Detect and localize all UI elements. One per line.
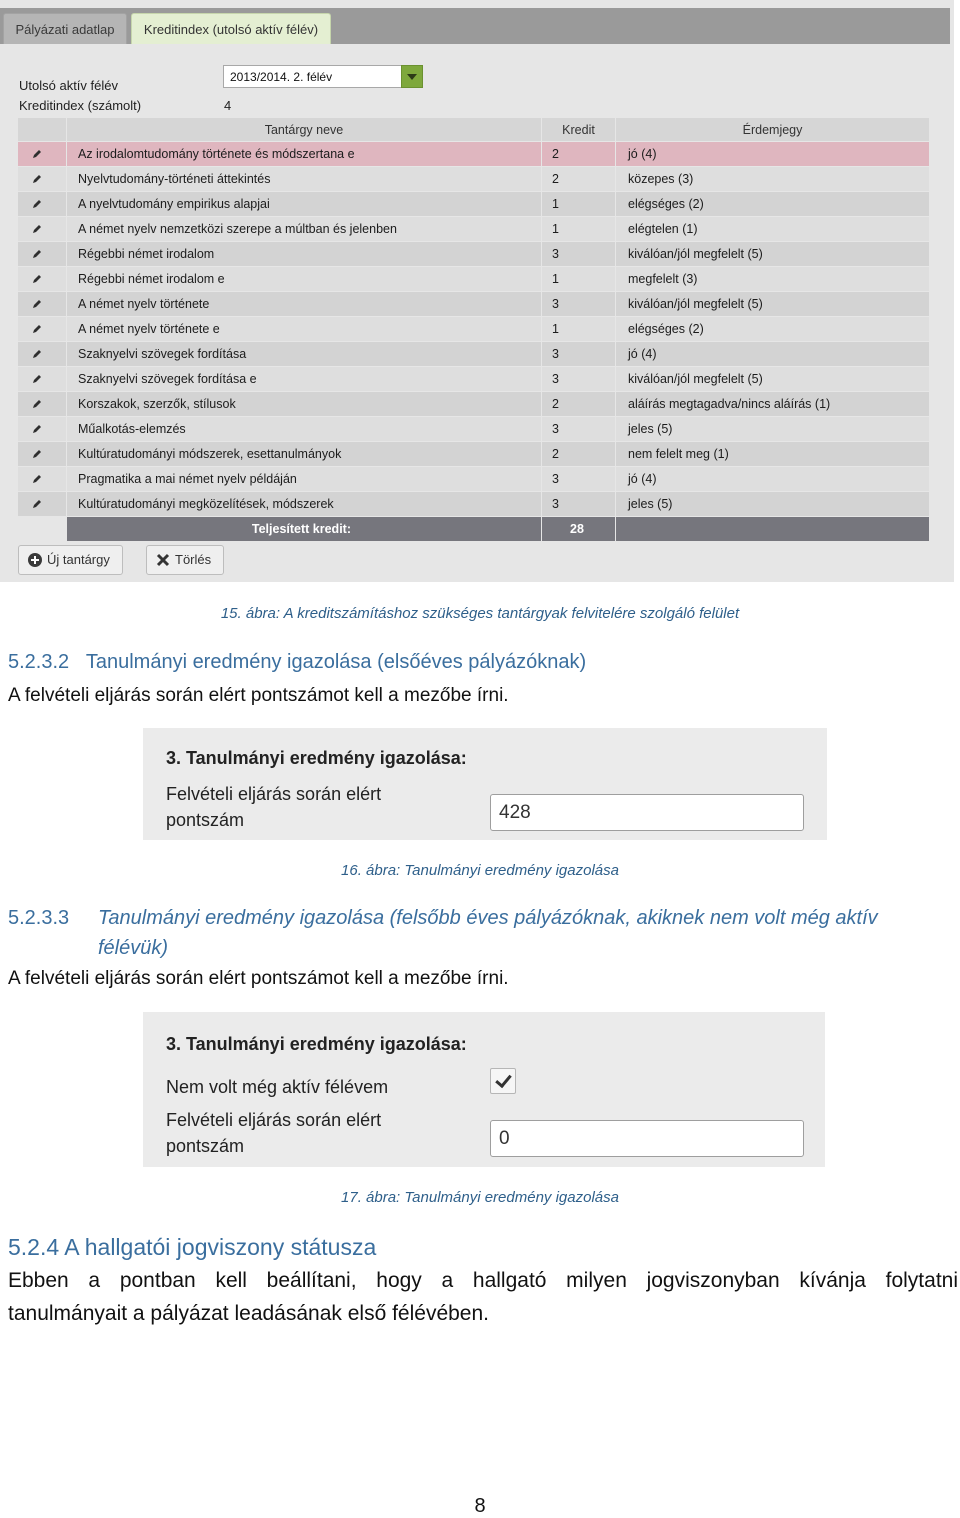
- subject-cell: A német nyelv története: [66, 292, 541, 316]
- figure-caption-15: 15. ábra: A kreditszámításhoz szükséges tantárgyak felvitelére szolgáló felület: [220, 605, 740, 622]
- edit-cell[interactable]: [18, 192, 66, 216]
- grade-cell: megfelelt (3): [615, 267, 929, 291]
- subject-cell: Az irodalomtudomány története és módszertana e: [66, 142, 541, 166]
- chevron-down-icon[interactable]: [401, 65, 423, 88]
- section-heading-5-2-4: 5.2.4 A hallgatói jogviszony státusza: [8, 1234, 377, 1260]
- subject-cell: Pragmatika a mai német nyelv példáján: [66, 467, 541, 491]
- grade-cell: jó (4): [615, 467, 929, 491]
- study-result-form-2: [143, 1012, 825, 1167]
- pencil-icon[interactable]: [31, 298, 43, 310]
- add-subject-button[interactable]: [18, 545, 123, 575]
- credit-cell: 3: [541, 367, 615, 391]
- section-number: 5.2.3.3: [8, 907, 70, 929]
- credit-cell: 1: [541, 317, 615, 341]
- header-credit[interactable]: Kredit: [541, 118, 615, 141]
- add-subject-label: Új tantárgy: [47, 552, 110, 567]
- delete-label: Törlés: [175, 552, 212, 567]
- pencil-icon[interactable]: [31, 348, 43, 360]
- table-row[interactable]: [18, 192, 929, 217]
- table-row[interactable]: [18, 467, 929, 492]
- grade-cell: aláírás megtagadva/nincs aláírás (1): [615, 392, 929, 416]
- header-edit-column: [18, 118, 66, 141]
- subject-cell: A német nyelv története e: [66, 317, 541, 341]
- section-title-line1: Tanulmányi eredmény igazolása (felsőbb éves pályázóknak, akiknek nem volt még aktív: [98, 907, 878, 929]
- credit-cell: 3: [541, 242, 615, 266]
- tab-application-form[interactable]: Pályázati adatlap: [3, 13, 127, 44]
- pencil-icon[interactable]: [31, 498, 43, 510]
- edit-cell[interactable]: [18, 492, 66, 516]
- table-row[interactable]: [18, 167, 929, 192]
- pencil-icon[interactable]: [31, 173, 43, 185]
- section-number: 5.2.3.2: [8, 651, 70, 673]
- table-row[interactable]: [18, 292, 929, 317]
- subjects-table: [18, 118, 929, 542]
- table-row[interactable]: [18, 417, 929, 442]
- table-row[interactable]: [18, 392, 929, 417]
- grade-cell: nem felelt meg (1): [615, 442, 929, 466]
- subject-cell: Korszakok, szerzők, stílusok: [66, 392, 541, 416]
- form-title: 3. Tanulmányi eredmény igazolása:: [166, 748, 467, 768]
- form-title: 3. Tanulmányi eredmény igazolása:: [166, 1034, 467, 1054]
- tab-credit-index[interactable]: Kreditindex (utolsó aktív félév): [131, 13, 331, 44]
- grade-cell: kiválóan/jól megfelelt (5): [615, 242, 929, 266]
- grade-cell: elégtelen (1): [615, 217, 929, 241]
- table-row[interactable]: [18, 317, 929, 342]
- edit-cell[interactable]: [18, 442, 66, 466]
- section-title: Tanulmányi eredmény igazolása (elsőéves pályázóknak): [85, 651, 587, 673]
- section-text-line1: Ebben a pontban kell beállítani, hogy a hallgató milyen jogviszonyban kívánja folytatni: [8, 1269, 958, 1292]
- subject-cell: Kultúratudományi megközelítések, módszerek: [66, 492, 541, 516]
- credit-index-label: Kreditindex (számolt): [19, 98, 142, 113]
- subject-cell: Régebbi német irodalom e: [66, 267, 541, 291]
- table-row[interactable]: [18, 492, 929, 517]
- table-row[interactable]: [18, 217, 929, 242]
- table-header: [18, 118, 929, 142]
- grade-cell: közepes (3): [615, 167, 929, 191]
- pencil-icon[interactable]: [31, 198, 43, 210]
- grade-cell: jeles (5): [615, 417, 929, 441]
- header-subject[interactable]: Tantárgy neve: [66, 118, 541, 141]
- credit-cell: 3: [541, 492, 615, 516]
- grade-cell: jó (4): [615, 142, 929, 166]
- table-row[interactable]: [18, 142, 929, 167]
- score-label-line2: pontszám: [166, 1136, 245, 1156]
- edit-cell[interactable]: [18, 392, 66, 416]
- credit-cell: 2: [541, 392, 615, 416]
- plus-circle-icon: [28, 553, 42, 567]
- table-total-row: [18, 517, 929, 542]
- pencil-icon[interactable]: [31, 223, 43, 235]
- table-row[interactable]: [18, 267, 929, 292]
- grade-cell: kiválóan/jól megfelelt (5): [615, 292, 929, 316]
- credit-cell: 1: [541, 267, 615, 291]
- pencil-icon[interactable]: [31, 273, 43, 285]
- subject-cell: Régebbi német irodalom: [66, 242, 541, 266]
- grade-cell: kiválóan/jól megfelelt (5): [615, 367, 929, 391]
- credit-cell: 3: [541, 417, 615, 441]
- pencil-icon[interactable]: [31, 398, 43, 410]
- score-label-line2: pontszám: [166, 810, 245, 830]
- edit-cell[interactable]: [18, 167, 66, 191]
- section-text: A felvételi eljárás során elért pontszámot kell a mezőbe írni.: [8, 685, 509, 706]
- pencil-icon[interactable]: [31, 473, 43, 485]
- pencil-icon[interactable]: [31, 423, 43, 435]
- subject-cell: Szaknyelvi szövegek fordítása e: [66, 367, 541, 391]
- total-credit-value: 28: [541, 517, 615, 541]
- header-grade[interactable]: Érdemjegy: [615, 118, 929, 141]
- credit-cell: 3: [541, 342, 615, 366]
- edit-cell[interactable]: [18, 467, 66, 491]
- section-title-line2: félévük): [98, 937, 169, 959]
- edit-cell[interactable]: [18, 317, 66, 341]
- table-row[interactable]: [18, 242, 929, 267]
- semester-select-value: 2013/2014. 2. félév: [230, 70, 333, 84]
- subject-cell: Szaknyelvi szövegek fordítása: [66, 342, 541, 366]
- pencil-icon[interactable]: [31, 448, 43, 460]
- credit-index-screenshot: [0, 0, 954, 582]
- subject-cell: Kultúratudományi módszerek, esettanulmányok: [66, 442, 541, 466]
- pencil-icon[interactable]: [31, 148, 43, 160]
- credit-cell: 2: [541, 167, 615, 191]
- total-spacer: [18, 517, 66, 541]
- credit-cell: 1: [541, 217, 615, 241]
- pencil-icon[interactable]: [31, 248, 43, 260]
- score-label-line1: Felvételi eljárás során elért: [166, 784, 382, 804]
- table-row[interactable]: [18, 367, 929, 392]
- subject-cell: Műalkotás-elemzés: [66, 417, 541, 441]
- study-result-form-1: [143, 728, 827, 840]
- score-label: [166, 1107, 381, 1159]
- score-label: [166, 781, 381, 833]
- score-input[interactable]: 0: [490, 1120, 804, 1157]
- edit-cell[interactable]: [18, 417, 66, 441]
- credit-index-value: 4: [224, 98, 232, 113]
- total-grade-spacer: [615, 517, 929, 541]
- no-active-semester-checkbox[interactable]: [490, 1068, 516, 1094]
- score-label-line1: Felvételi eljárás során elért: [166, 1110, 382, 1130]
- page-number: 8: [474, 1495, 486, 1517]
- subject-cell: A nyelvtudomány empirikus alapjai: [66, 192, 541, 216]
- section-text-line2: tanulmányait a pályázat leadásának első félévében.: [8, 1302, 489, 1325]
- edit-cell[interactable]: [18, 142, 66, 166]
- section-heading-5-2-3-2: [8, 651, 586, 674]
- grade-cell: jeles (5): [615, 492, 929, 516]
- table-row[interactable]: [18, 342, 929, 367]
- delete-button[interactable]: [146, 545, 224, 575]
- edit-cell[interactable]: [18, 292, 66, 316]
- grade-cell: elégséges (2): [615, 317, 929, 341]
- edit-cell[interactable]: [18, 267, 66, 291]
- credit-cell: 2: [541, 142, 615, 166]
- last-active-semester-label: Utolsó aktív félév: [19, 78, 118, 93]
- edit-cell[interactable]: [18, 342, 66, 366]
- credit-cell: 2: [541, 442, 615, 466]
- grade-cell: jó (4): [615, 342, 929, 366]
- table-row[interactable]: [18, 442, 929, 467]
- subject-cell: Nyelvtudomány-történeti áttekintés: [66, 167, 541, 191]
- grade-cell: elégséges (2): [615, 192, 929, 216]
- section-text: A felvételi eljárás során elért pontszámot kell a mezőbe írni.: [8, 968, 509, 989]
- credit-cell: 3: [541, 467, 615, 491]
- credit-cell: 1: [541, 192, 615, 216]
- close-icon: [156, 553, 170, 567]
- subject-cell: A német nyelv nemzetközi szerepe a múltban és jelenben: [66, 217, 541, 241]
- score-input[interactable]: 428: [490, 794, 804, 831]
- tab-bar: [0, 8, 950, 44]
- pencil-icon[interactable]: [31, 323, 43, 335]
- edit-cell[interactable]: [18, 217, 66, 241]
- no-active-semester-label: Nem volt még aktív félévem: [166, 1077, 389, 1097]
- edit-cell[interactable]: [18, 242, 66, 266]
- edit-cell[interactable]: [18, 367, 66, 391]
- credit-cell: 3: [541, 292, 615, 316]
- figure-caption-17: 17. ábra: Tanulmányi eredmény igazolása: [341, 1189, 619, 1206]
- total-credit-label: Teljesített kredit:: [66, 517, 541, 541]
- semester-select[interactable]: [223, 65, 423, 88]
- figure-caption-16: 16. ábra: Tanulmányi eredmény igazolása: [341, 862, 619, 879]
- pencil-icon[interactable]: [31, 373, 43, 385]
